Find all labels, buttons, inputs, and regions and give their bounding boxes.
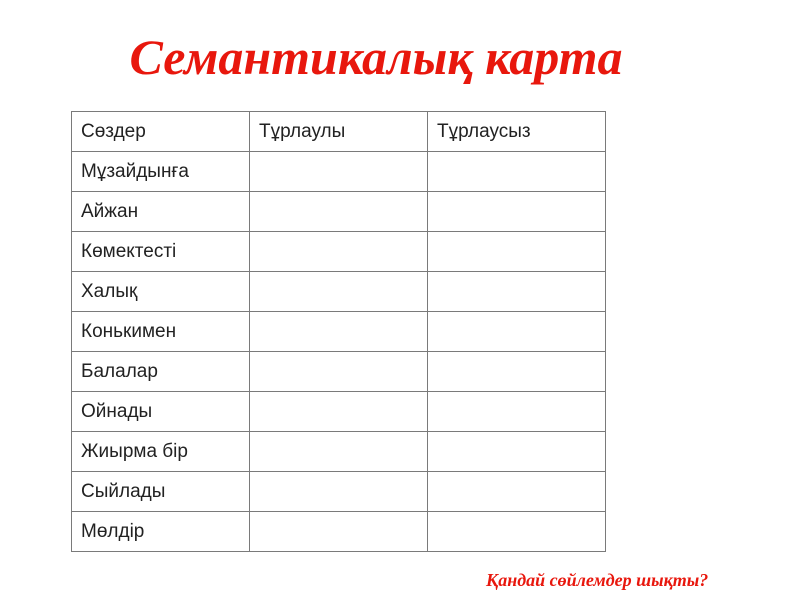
word-cell: Ойнады bbox=[72, 392, 250, 432]
principal-cell[interactable] bbox=[250, 232, 428, 272]
secondary-cell[interactable] bbox=[428, 192, 606, 232]
principal-cell[interactable] bbox=[250, 272, 428, 312]
principal-cell[interactable] bbox=[250, 512, 428, 552]
word-cell: Мөлдір bbox=[72, 512, 250, 552]
table-row bbox=[72, 432, 606, 472]
secondary-cell[interactable] bbox=[428, 392, 606, 432]
secondary-cell[interactable] bbox=[428, 312, 606, 352]
principal-cell[interactable] bbox=[250, 472, 428, 512]
secondary-cell[interactable] bbox=[428, 232, 606, 272]
table-row bbox=[72, 512, 606, 552]
table-header-row bbox=[72, 112, 606, 152]
principal-cell[interactable] bbox=[250, 432, 428, 472]
word-cell: Балалар bbox=[72, 352, 250, 392]
principal-cell[interactable] bbox=[250, 392, 428, 432]
secondary-cell[interactable] bbox=[428, 272, 606, 312]
word-cell: Айжан bbox=[72, 192, 250, 232]
secondary-cell[interactable] bbox=[428, 432, 606, 472]
principal-cell[interactable] bbox=[250, 192, 428, 232]
word-cell: Конькимен bbox=[72, 312, 250, 352]
table-row bbox=[72, 312, 606, 352]
column-header-principal: Тұрлаулы bbox=[250, 112, 428, 152]
word-cell: Мұзайдынға bbox=[72, 152, 250, 192]
table-row bbox=[72, 152, 606, 192]
table-row bbox=[72, 392, 606, 432]
column-header-words: Сөздер bbox=[72, 112, 250, 152]
table-row bbox=[72, 352, 606, 392]
principal-cell[interactable] bbox=[250, 352, 428, 392]
word-cell: Сыйлады bbox=[72, 472, 250, 512]
page-title: Семантикалық карта bbox=[129, 29, 623, 85]
table-row bbox=[72, 232, 606, 272]
word-cell: Көмектесті bbox=[72, 232, 250, 272]
table-row bbox=[72, 192, 606, 232]
table-row bbox=[72, 272, 606, 312]
principal-cell[interactable] bbox=[250, 152, 428, 192]
secondary-cell[interactable] bbox=[428, 352, 606, 392]
word-cell: Халық bbox=[72, 272, 250, 312]
secondary-cell[interactable] bbox=[428, 512, 606, 552]
semantic-map-table bbox=[71, 111, 606, 552]
table-row bbox=[72, 472, 606, 512]
column-header-secondary: Тұрлаусыз bbox=[428, 112, 606, 152]
secondary-cell[interactable] bbox=[428, 152, 606, 192]
secondary-cell[interactable] bbox=[428, 472, 606, 512]
principal-cell[interactable] bbox=[250, 312, 428, 352]
question-text: Қандай сөйлемдер шықты? bbox=[486, 570, 709, 590]
word-cell: Жиырма бір bbox=[72, 432, 250, 472]
